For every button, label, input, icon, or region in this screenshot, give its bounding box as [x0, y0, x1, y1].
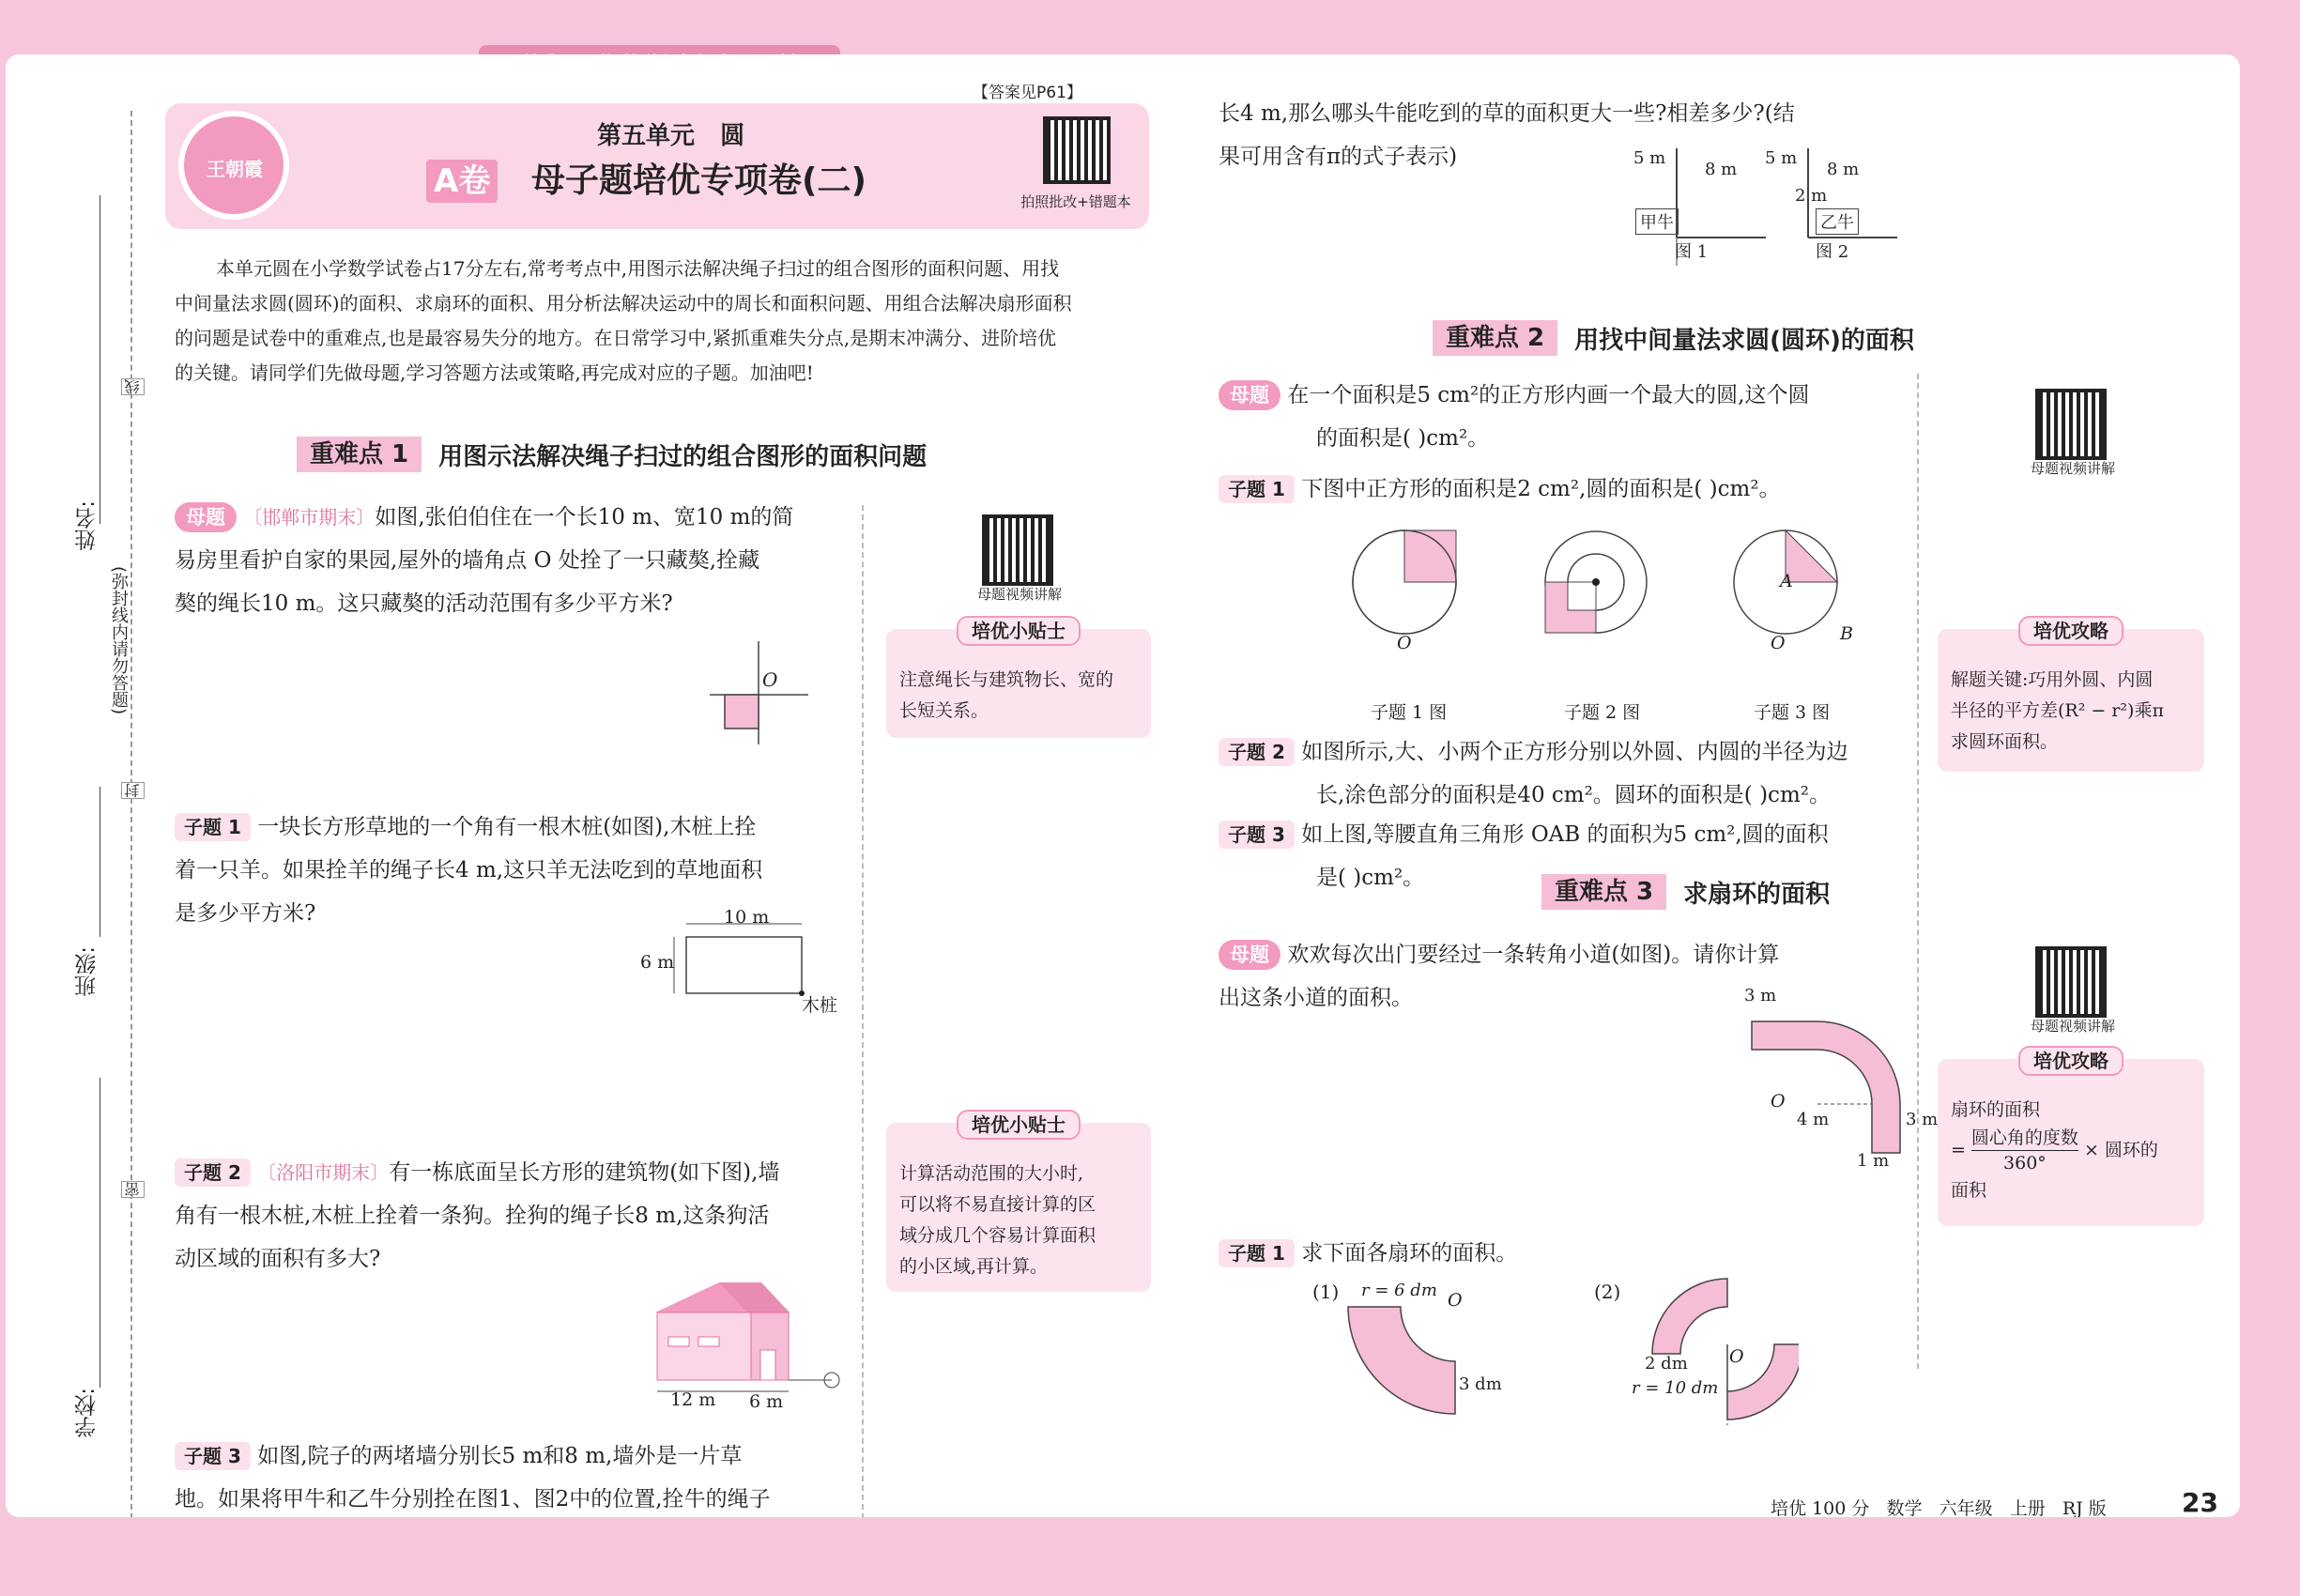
- sub-badge: 子题 1: [175, 813, 251, 841]
- m3-path-figure: [1733, 1003, 1911, 1172]
- m3-origin: O: [1771, 1091, 1786, 1112]
- sub-badge: 子题 3: [175, 1442, 251, 1470]
- fig1-o: O: [1397, 633, 1412, 653]
- q-line: 一块长方形草地的一个角有一根木桩(如图),木桩上拴: [257, 815, 757, 839]
- intro-line: 中间量法求圆(圆环)的面积、求扇环的面积、用分析法解决运动中的周长和面积问题、用组合法解决扇形面积: [175, 292, 1072, 315]
- s3-fig2-w: 2 dm: [1645, 1354, 1688, 1373]
- s3-fig1-num: (1): [1312, 1281, 1340, 1303]
- s3-fig2-num: (2): [1594, 1281, 1621, 1303]
- sub2-width-label: 6 m: [749, 1391, 784, 1412]
- s3-fig2: [1648, 1275, 1799, 1425]
- fig3-caption: 子题 3 图: [1754, 702, 1831, 723]
- sub-badge: 子题 2: [175, 1159, 251, 1187]
- q-line: 欢欢每次出门要经过一条转角小道(如图)。请你计算: [1287, 943, 1780, 967]
- mother-question-1: [175, 496, 851, 625]
- cow2-label-b: 8 m: [1827, 160, 1860, 179]
- fig3-o: O: [1771, 633, 1786, 653]
- q1-figure: [700, 637, 813, 749]
- q-line: 是( )cm²。: [1316, 866, 1425, 890]
- q-line: 如图,张伯伯住在一个长10 m、宽10 m的简: [375, 505, 794, 529]
- q-line: 动区域的面积有多大?: [175, 1247, 381, 1271]
- s2-sub-2: [1219, 730, 1913, 817]
- binding-line-mark: 线: [121, 378, 145, 395]
- logo-text: 王朝霞: [207, 158, 263, 180]
- formula-tail: × 圆环的: [2083, 1140, 2158, 1160]
- mother-badge: 母题: [1219, 940, 1280, 970]
- mother-badge: 母题: [1219, 380, 1280, 410]
- tip-body: [1938, 629, 2204, 767]
- intro-line: 的问题是试卷中的重难点,也是最容易失分的地方。在日常学习中,紧抓重难失分点,是期末冲满分、进阶培优: [175, 327, 1057, 349]
- tip-body: [1938, 1059, 2204, 1216]
- q-line: 如图所示,大、小两个正方形分别以外圆、内圆的半径为边: [1301, 740, 1848, 764]
- q-line: 长,涂色部分的面积是40 cm²。圆环的面积是( )cm²。: [1316, 783, 1831, 807]
- footer-text: 培优 100 分 数学 六年级 上册 RJ 版: [1771, 1498, 2107, 1517]
- m3-dim-3: 3 m: [1906, 1110, 1939, 1129]
- cow1-caption: 图 1: [1675, 242, 1709, 262]
- q-line: 有一栋底面呈长方形的建筑物(如下图),墙: [389, 1160, 780, 1185]
- right-divider: [1917, 374, 1919, 1369]
- unit-title: 第五单元 圆: [597, 122, 745, 150]
- q-line: 求下面各扇环的面积。: [1301, 1241, 1518, 1266]
- cow1-label-b: 8 m: [1705, 160, 1738, 179]
- mother-question-2: [1219, 374, 1913, 460]
- binding-dashed-line: [130, 111, 132, 1517]
- title-box: [165, 103, 1149, 229]
- tip-line: 解题关键:巧用外圆、内圆: [1951, 669, 2154, 690]
- s3-sub-1: [1219, 1232, 1913, 1275]
- tip-line: 面积: [1951, 1180, 1987, 1201]
- section-2-label: 重难点 2: [1433, 320, 1557, 356]
- sub-badge: 子题 3: [1219, 821, 1295, 849]
- tip-line: 长短关系。: [899, 700, 989, 721]
- q-line: 长4 m,那么哪头牛能吃到的草的面积更大一些?相差多少?(结: [1219, 101, 1795, 126]
- s3-fig2-r: r = 10 dm: [1632, 1378, 1719, 1398]
- s2-sub-1: [1219, 468, 1913, 511]
- tip-head: 培优攻略: [2018, 616, 2124, 646]
- tip-line: 半径的平方差(R² − r²)乘π: [1951, 700, 2164, 721]
- q-line: 下图中正方形的面积是2 cm²,圆的面积是( )cm²。: [1301, 477, 1781, 501]
- cow1-label-a: 5 m: [1633, 148, 1666, 168]
- cow2-caption: 图 2: [1816, 242, 1849, 262]
- mother-badge: 母题: [175, 502, 237, 532]
- paper-title: 母子题培优专项卷(二): [531, 161, 866, 200]
- s3-fig1-h: 3 dm: [1459, 1374, 1502, 1394]
- title-qr-icon[interactable]: [1043, 116, 1111, 184]
- formula-den: 360°: [2003, 1153, 2047, 1174]
- name-label: 姓名:: [75, 500, 100, 551]
- tip-formula: [1951, 1126, 2191, 1175]
- source-tag: 〔洛阳市期末〕: [257, 1161, 390, 1184]
- binding-seal-mark: 封: [121, 782, 145, 799]
- tip-body: [886, 1123, 1151, 1292]
- sub-badge: 子题 1: [1219, 1239, 1295, 1267]
- intro-line: 的关键。请同学们先做母题,学习答题方法或策略,再完成对应的子题。加油吧!: [175, 361, 814, 384]
- sub1-height-label: 6 m: [640, 952, 675, 973]
- video-qr-caption: 母题视频讲解: [2030, 1018, 2115, 1035]
- q-line: 如上图,等腰直角三角形 OAB 的面积为5 cm²,圆的面积: [1301, 822, 1829, 847]
- sub2-length-label: 12 m: [670, 1389, 716, 1410]
- fig2-caption: 子题 2 图: [1564, 702, 1641, 723]
- sub1-stake-label: 木桩: [802, 995, 838, 1016]
- tip-head: 培优小贴士: [957, 1110, 1081, 1140]
- page-number: 23: [2182, 1487, 2218, 1517]
- video-qr-caption: 母题视频讲解: [2030, 460, 2115, 477]
- q-line: 易房里看护自家的果园,屋外的墙角点 O 处拴了一只藏獒,拴藏: [175, 548, 760, 573]
- section-3-head: [1541, 873, 1830, 911]
- section-2-title: 用找中间量法求圆(圆环)的面积: [1574, 326, 1914, 355]
- q-line: 是多少平方米?: [175, 901, 316, 926]
- column-divider: [862, 505, 864, 1517]
- sub-badge: 子题 2: [1219, 738, 1295, 766]
- m3-dim-4: 1 m: [1857, 1151, 1890, 1171]
- tip-line: 计算活动范围的大小时,: [899, 1163, 1084, 1184]
- q-line: 角有一根木桩,木桩上拴着一条狗。拴狗的绳子长8 m,这条狗活: [175, 1204, 770, 1228]
- video-qr-icon[interactable]: [2035, 389, 2107, 460]
- class-label: 班级:: [75, 946, 100, 997]
- tip-box-3: [1938, 620, 2204, 772]
- section-3-label: 重难点 3: [1541, 874, 1666, 910]
- q-line: 在一个面积是5 cm²的正方形内画一个最大的圆,这个圆: [1287, 383, 1810, 407]
- q-line: 的面积是( )cm²。: [1316, 426, 1490, 451]
- q-line: 如图,院子的两堵墙分别长5 m和8 m,墙外是一片草: [257, 1444, 743, 1468]
- m3-dim-1: 3 m: [1744, 986, 1777, 1005]
- section-1-label: 重难点 1: [297, 437, 422, 472]
- tip-head: 培优小贴士: [957, 616, 1081, 646]
- tip-box-1: [886, 620, 1151, 738]
- sub1-width-label: 10 m: [724, 907, 770, 928]
- s3-fig1: [1339, 1303, 1470, 1416]
- s3-fig1-o: O: [1448, 1290, 1463, 1311]
- formula-fraction: [1971, 1126, 2078, 1175]
- q-line: 地。如果将甲牛和乙牛分别拴在图1、图2中的位置,拴牛的绳子: [175, 1487, 771, 1512]
- sub-question-2: [175, 1151, 851, 1281]
- tip-box-2: [886, 1113, 1151, 1292]
- binding-sealed-mark: 密: [121, 1181, 145, 1198]
- section-1-head: [297, 436, 927, 473]
- logo: [178, 111, 289, 220]
- tip-box-4: [1938, 1050, 2204, 1226]
- sub-badge: 子题 1: [1219, 475, 1295, 503]
- video-qr-icon[interactable]: [982, 514, 1053, 586]
- tip-line: 的小区域,再计算。: [899, 1256, 1049, 1277]
- fig3-b: B: [1840, 623, 1853, 644]
- q-line: 獒的绳长10 m。这只藏獒的活动范围有多少平方米?: [175, 591, 673, 616]
- q-line: 果可用含有π的式子表示): [1219, 145, 1458, 169]
- video-qr-caption: 母题视频讲解: [976, 586, 1062, 603]
- video-qr-icon[interactable]: [2035, 946, 2107, 1018]
- s3-fig2-o: O: [1729, 1346, 1744, 1367]
- school-label: 学校:: [75, 1388, 100, 1438]
- section-3-title: 求扇环的面积: [1683, 880, 1831, 909]
- tip-line: 扇环的面积: [1951, 1099, 2041, 1120]
- page: [6, 54, 2240, 1517]
- intro-text: [175, 252, 1160, 391]
- fig3-a: A: [1780, 571, 1793, 591]
- cow2-label-c: 2 m: [1795, 186, 1828, 206]
- intro-line: 本单元圆在小学数学试卷占17分左右,常考考点中,用图示法解决绳子扫过的组合图形的面积问题、用找: [216, 257, 1060, 280]
- s2-figures: [1348, 524, 1874, 646]
- cow2-name: 乙牛: [1816, 208, 1859, 235]
- title-qr-caption: 拍照批改+错题本: [1020, 193, 1131, 210]
- m3-dim-2: 4 m: [1797, 1110, 1830, 1129]
- q-line: 着一只羊。如果拴羊的绳子长4 m,这只羊无法吃到的草地面积: [175, 858, 763, 882]
- q-line: 出这条小道的面积。: [1219, 986, 1413, 1010]
- cow1-name: 甲牛: [1635, 208, 1679, 235]
- tip-line: 注意绳长与建筑物长、宽的: [899, 669, 1114, 690]
- s3-fig1-radius: r = 6 dm: [1361, 1281, 1437, 1300]
- formula-num: 圆心角的度数: [1971, 1126, 2078, 1151]
- section-2-head: [1433, 319, 1914, 357]
- formula-eq: =: [1951, 1140, 1966, 1160]
- cow2-label-a: 5 m: [1765, 148, 1798, 168]
- sub-question-3: [175, 1435, 851, 1517]
- paper-label: A卷: [426, 160, 498, 203]
- answer-reference: 【答案见P61】: [973, 84, 1082, 102]
- fig1-caption: 子题 1 图: [1371, 702, 1448, 723]
- binding-note: (弥封线内请勿答题): [109, 566, 129, 715]
- source-tag: 〔邯郸市期末〕: [243, 506, 376, 529]
- tip-head: 培优攻略: [2018, 1046, 2124, 1076]
- section-1-title: 用图示法解决绳子扫过的组合图形的面积问题: [438, 442, 928, 471]
- tip-line: 可以将不易直接计算的区: [899, 1194, 1096, 1215]
- tip-line: 求圆环面积。: [1951, 731, 2059, 752]
- tip-line: 域分成几个容易计算面积: [899, 1225, 1096, 1246]
- q1-point-o: O: [762, 668, 778, 691]
